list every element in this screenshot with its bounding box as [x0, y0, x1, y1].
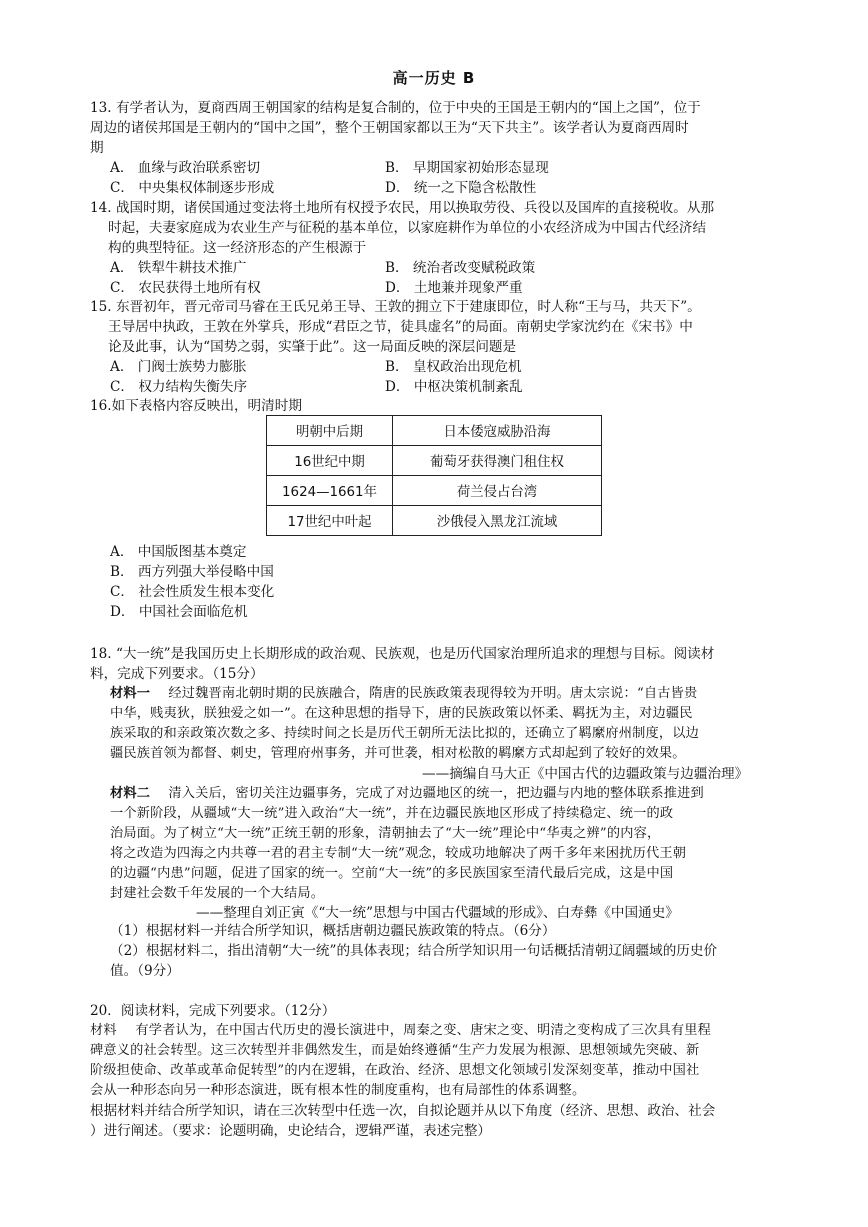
q15-stem-line: 论及此事，认为“国势之弱，实肇于此”。这一局面反映的深层问题是 [108, 339, 517, 355]
q20-material-line: 碑意义的社会转型。这三次转型并非偶然发生，而是始终遵循“生产力发展为根源、思想领域先突破、新 [90, 1043, 700, 1058]
q16-option-a: A． 中国版图基本奠定 [110, 544, 247, 560]
q16-option-b: B． 西方列强大举侵略中国 [110, 564, 274, 580]
q16-stem: 16.如下表格内容反映出，明清时期 [90, 398, 302, 414]
q20-material-line: 阶级担使命、改革或革命促转型”的内在逻辑，在政治、经济、思想文化领域引发深刻变革，推动中国社 [90, 1063, 700, 1078]
material-1-line: 经过魏晋南北朝时期的民族融合，隋唐的民族政策表现得较为开明。唐太宗说：“自古皆贵 [155, 686, 698, 701]
table-cell-event: 荷兰侵占台湾 [393, 476, 602, 506]
q20-material-line: 有学者认为，在中国古代历史的漫长演进中，周秦之变、唐宋之变、明清之变构成了三次具有里程 [122, 1023, 712, 1038]
table-cell-period: 1624—1661年 [267, 476, 393, 506]
table-cell-period: 16世纪中期 [267, 446, 393, 476]
q14-stem-line: 14. 战国时期，诸侯国通过变法将土地所有权授予农民，用以换取劳役、兵役以及国库的直接税收。从那 [90, 200, 715, 216]
table-cell-event: 日本倭寇威胁沿海 [393, 416, 602, 446]
table-cell-period: 17世纪中叶起 [267, 506, 393, 536]
q15-stem-line: 王导居中执政，王敦在外掌兵，形成“君臣之节，徒具虚名”的局面。南朝史学家沈约在《宋书》中 [108, 319, 693, 335]
material-1-label: 材料一 [110, 686, 151, 701]
q13-stem-line: 13. 有学者认为，夏商西周王朝国家的结构是复合制的，位于中央的王国是王朝内的“国上之国”，位于 [90, 100, 701, 116]
q15-option-b: B． 皇权政治出现危机 [385, 359, 522, 375]
material-2-line: 的边疆“内患”问题，促进了国家的统一。空前“大一统”的多民族国家至清代最后完成，这是中国 [110, 866, 674, 881]
q20-requirement-line: ）进行阐述。（要求：论题明确，史论结合，逻辑严谨，表述完整） [90, 1123, 492, 1139]
q18-stem-line: 18. “大一统”是我国历史上长期形成的政治观、民族观，也是历代国家治理所追求的理想与目标。阅读材 [90, 646, 715, 662]
table-row [267, 476, 602, 506]
table-cell-event: 沙俄侵入黑龙江流域 [393, 506, 602, 536]
material-2-line: 治局面。为了树立“大一统”正统王朝的形象，清朝抽去了“大一统”理论中“华夷之辨”的内容， [110, 826, 661, 841]
q16-option-c: C． 社会性质发生根本变化 [110, 584, 275, 600]
q15-option-c: C． 权力结构失衡失序 [110, 379, 248, 395]
q20-material-line: 会从一种形态向另一种形态演进，既有根本性的制度重构，也有局部性的体系调整。 [90, 1083, 586, 1098]
table-row [267, 506, 602, 536]
table-cell-period: 明朝中后期 [267, 416, 393, 446]
q13-option-a: A． 血缘与政治联系密切 [110, 160, 261, 176]
material-2-line: 将之改造为四海之内共尊一君的君主专制“大一统”观念，较成功地解决了两千多年来困扰历代王朝 [110, 846, 687, 861]
q13-stem-line: 期 [90, 140, 104, 156]
material-1-line: 族采取的和亲政策次数之多、持续时间之长是历代王朝所无法比拟的，还确立了羁縻府州制度，以边 [110, 726, 700, 741]
q18-sub-question-2: 值。（9分） [110, 963, 180, 979]
q20-requirement-line: 根据材料并结合所学知识，请在三次转型中任选一次，自拟论题并从以下角度（经济、思想、政治、社会 [90, 1103, 716, 1119]
q20-stem: 20．阅读材料，完成下列要求。（12分） [90, 1003, 336, 1019]
q16-table [266, 415, 602, 536]
material-2-label: 材料二 [110, 786, 151, 801]
q14-option-d: D． 土地兼并现象严重 [385, 280, 523, 296]
material-2-line: 一个新阶段，从疆域“大一统”进入政治“大一统”，并在边疆民族地区形成了持续稳定、统一的政 [110, 806, 674, 821]
table-row [267, 446, 602, 476]
q20-material-label: 材料 [90, 1023, 117, 1038]
material-1-line: 中华，贱夷狄，朕独爱之如一”。在这种思想的指导下，唐的民族政策以怀柔、羁抚为主，对边疆民 [110, 706, 693, 721]
material-1-source: ——摘编自马大正《中国古代的边疆政策与边疆治理》 [422, 766, 749, 782]
q14-option-c: C． 农民获得土地所有权 [110, 280, 261, 296]
q14-option-a: A． 铁犁牛耕技术推广 [110, 260, 247, 276]
q13-option-c: C． 中央集权体制逐步形成 [110, 180, 275, 196]
q13-option-b: B． 早期国家初始形态显现 [385, 160, 549, 176]
q14-stem-line: 构的典型特征。这一经济形态的产生根源于 [108, 240, 367, 256]
q15-stem-line: 15. 东晋初年，晋元帝司马睿在王氏兄弟王导、王敦的拥立下于建康即位，时人称“王与马，共天下”。 [90, 299, 701, 315]
q14-stem-line: 时起，夫妻家庭成为农业生产与征税的基本单位，以家庭耕作为单位的小农经济成为中国古代经济结 [108, 220, 707, 236]
q18-sub-question-2: （2）根据材料二，指出清朝“大一统”的具体表现；结合所学知识用一句话概括清朝辽阔疆域的历史价 [110, 943, 718, 959]
material-1-line: 疆民族首领为都督、刺史，管理府州事务，并可世袭，相对松散的羁縻方式却起到了较好的效果。 [110, 746, 686, 761]
material-2-line: 封建社会数千年发展的一个大结局。 [110, 886, 325, 901]
material-2-source: ——整理自刘正寅《“大一统”思想与中国古代疆域的形成》、白寿彝《中国通史》 [196, 905, 679, 921]
material-2-line: 清入关后，密切关注边疆事务，完成了对边疆地区的统一，把边疆与内地的整体联系推进到 [155, 786, 704, 801]
page-title: 高一历史 B [392, 69, 476, 87]
q18-stem-line: 料，完成下列要求。（15分） [90, 666, 264, 682]
q13-option-d: D． 统一之下隐含松散性 [385, 180, 537, 196]
q18-sub-question-1: （1）根据材料一并结合所学知识，概括唐朝边疆民族政策的特点。（6分） [110, 923, 556, 939]
table-row [267, 416, 602, 446]
table-cell-event: 葡萄牙获得澳门租住权 [393, 446, 602, 476]
q13-stem-line: 周边的诸侯邦国是王朝内的“国中之国”，整个王朝国家都以王为“天下共主”。该学者认为夏商西周时 [90, 120, 689, 136]
q15-option-a: A． 门阀士族势力膨胀 [110, 359, 247, 375]
q15-option-d: D． 中枢决策机制紊乱 [385, 379, 523, 395]
q16-option-d: D． 中国社会面临危机 [110, 604, 248, 620]
q14-option-b: B． 统治者改变赋税政策 [385, 260, 536, 276]
